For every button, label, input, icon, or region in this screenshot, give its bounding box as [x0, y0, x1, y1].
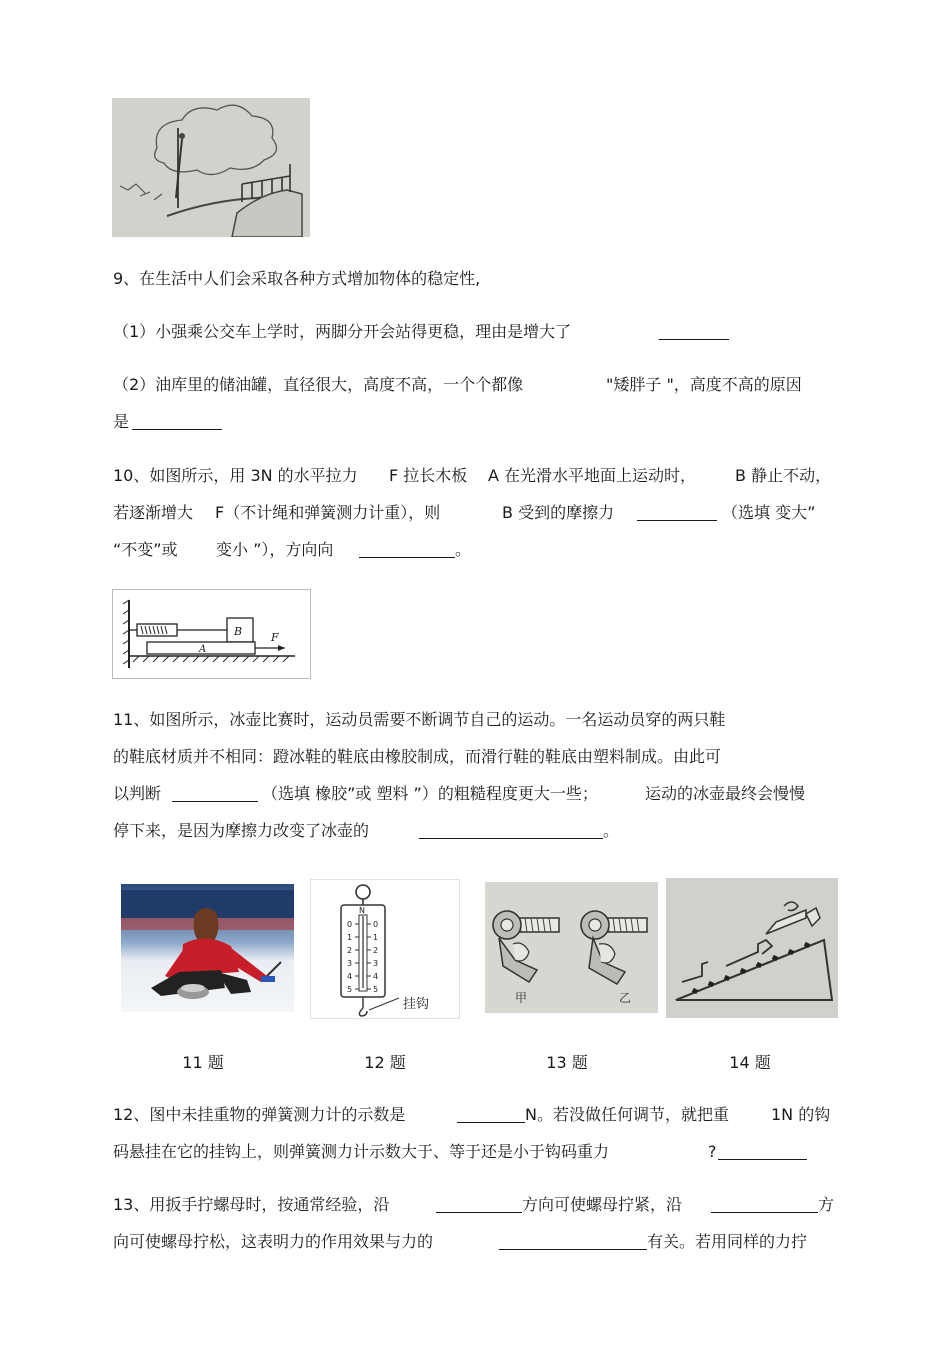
board-a-label: A: [199, 644, 207, 655]
q11-line3-b: （选填 橡胶”或 塑料 ”）的粗糙程度更大一些；: [262, 784, 598, 803]
q10-line2-c: B 受到的摩擦力: [502, 503, 615, 522]
q11-line3-c: 运动的冰壶最终会慢慢: [645, 784, 806, 803]
q11-effect-answer-blank[interactable]: [419, 822, 603, 839]
q11-line4-a: 停下来，是因为摩擦力改变了冰壶的: [113, 821, 370, 840]
q12-line1-b: N。若没做任何调节，就把重: [525, 1105, 729, 1124]
scale-left-tick-label: 1: [347, 933, 353, 942]
diver-sketch-figure: [112, 98, 310, 237]
scale-right-tick-label: 1: [373, 933, 379, 942]
q12-compare-answer-blank[interactable]: [718, 1143, 807, 1160]
spring-scale-figure: [310, 879, 460, 1019]
q10-line1-a: 10、如图所示，用 3N 的水平拉力: [113, 466, 358, 485]
q10-line2-d: （选填 变大”: [722, 503, 816, 522]
wrench-figure: [485, 882, 658, 1013]
scale-left-tick-label: 3: [347, 959, 353, 968]
incline-figure: [666, 878, 838, 1018]
q10-line2-a: 若逐渐增大: [113, 503, 194, 522]
q11-line1: 11、如图所示，冰壶比赛时，运动员需要不断调节自己的运动。一名运动员穿的两只鞋: [113, 710, 726, 729]
board-block-figure: [112, 589, 311, 679]
q12-reading-answer-blank[interactable]: [457, 1106, 525, 1123]
scale-right-tick-label: 2: [373, 946, 379, 955]
q12-line2-b: ?: [708, 1142, 717, 1161]
q10-line1-d: B 静止不动，: [735, 466, 832, 485]
q10-line2-b: F（不计绳和弹簧测力计重），则: [215, 503, 441, 522]
q13-line1-c: 方: [818, 1195, 835, 1214]
q11-line4-b: 。: [603, 821, 620, 840]
q9-part1-text: （1）小强乘公交车上学时，两脚分开会站得更稳，理由是增大了: [113, 322, 572, 341]
q13-factor-answer-blank[interactable]: [499, 1233, 647, 1250]
q11-line3-a: 以判断: [113, 784, 162, 803]
scale-left-tick-label: 5: [347, 985, 353, 994]
wrench-left-label: 甲: [515, 991, 528, 1005]
q10-line1-b: F 拉长木板: [389, 466, 468, 485]
force-f-label: F: [271, 631, 279, 644]
block-b-label: B: [234, 625, 243, 638]
q10-direction-answer-blank[interactable]: [359, 541, 455, 558]
scale-left-tick-label: 2: [347, 946, 353, 955]
q9-part2-text-a: （2）油库里的储油罐，直径很大，高度不高，一个个都像: [113, 375, 524, 394]
q13-line1-b: 方向可使螺母拧紧，沿: [522, 1195, 683, 1214]
caption-11: 11 题: [182, 1053, 224, 1072]
q10-line3-a: “不变”或: [113, 540, 178, 559]
q10-line1-c: A 在光滑水平地面上运动时，: [488, 466, 697, 485]
q9-part1-answer-blank[interactable]: [659, 323, 729, 340]
scale-right-tick-label: 5: [373, 985, 379, 994]
q12-line1-a: 12、图中未挂重物的弹簧测力计的示数是: [113, 1105, 406, 1124]
q12-line2-a: 码悬挂在它的挂钩上，则弹簧测力计示数大于、等于还是小于钩码重力: [113, 1142, 610, 1161]
q10-line3-c: 。: [455, 540, 472, 559]
caption-12: 12 题: [364, 1053, 406, 1072]
q9-part2-text-b: "矮胖子 "，高度不高的原因: [606, 375, 802, 394]
q13-line2-a: 向可使螺母拧松，这表明力的作用效果与力的: [113, 1232, 434, 1251]
q13-tighten-answer-blank[interactable]: [436, 1196, 522, 1213]
q9-part2-answer-blank[interactable]: [132, 413, 222, 430]
curling-photo: [121, 884, 294, 1012]
scale-right-tick-label: 3: [373, 959, 379, 968]
wrench-right-label: 乙: [619, 991, 632, 1005]
q13-loosen-answer-blank[interactable]: [711, 1196, 818, 1213]
q12-line1-c: 1N 的钩: [771, 1105, 831, 1124]
caption-14: 14 题: [729, 1053, 771, 1072]
scale-left-tick-label: 4: [347, 972, 353, 981]
scale-right-tick-label: 4: [373, 972, 379, 981]
spring-top-label: N: [359, 906, 365, 915]
q10-friction-answer-blank[interactable]: [637, 504, 717, 521]
q10-line3-b: 变小 ”），方向向: [216, 540, 334, 559]
q13-line2-b: 有关。若用同样的力拧: [647, 1232, 808, 1251]
scale-left-tick-label: 0: [347, 920, 353, 929]
q13-line1-a: 13、用扳手拧螺母时，按通常经验，沿: [113, 1195, 390, 1214]
q11-line2: 的鞋底材质并不相同：蹬冰鞋的鞋底由橡胶制成，而滑行鞋的鞋底由塑料制成。由此可: [113, 747, 722, 766]
scale-right-tick-label: 0: [373, 920, 379, 929]
q9-part2-text-c: 是: [113, 412, 130, 431]
q9-part1: [113, 321, 571, 343]
q11-material-answer-blank[interactable]: [172, 785, 258, 802]
q9-title: 9、在生活中人们会采取各种方式增加物体的稳定性,: [113, 269, 481, 288]
hook-label: 挂钩: [403, 997, 430, 1012]
caption-13: 13 题: [546, 1053, 588, 1072]
